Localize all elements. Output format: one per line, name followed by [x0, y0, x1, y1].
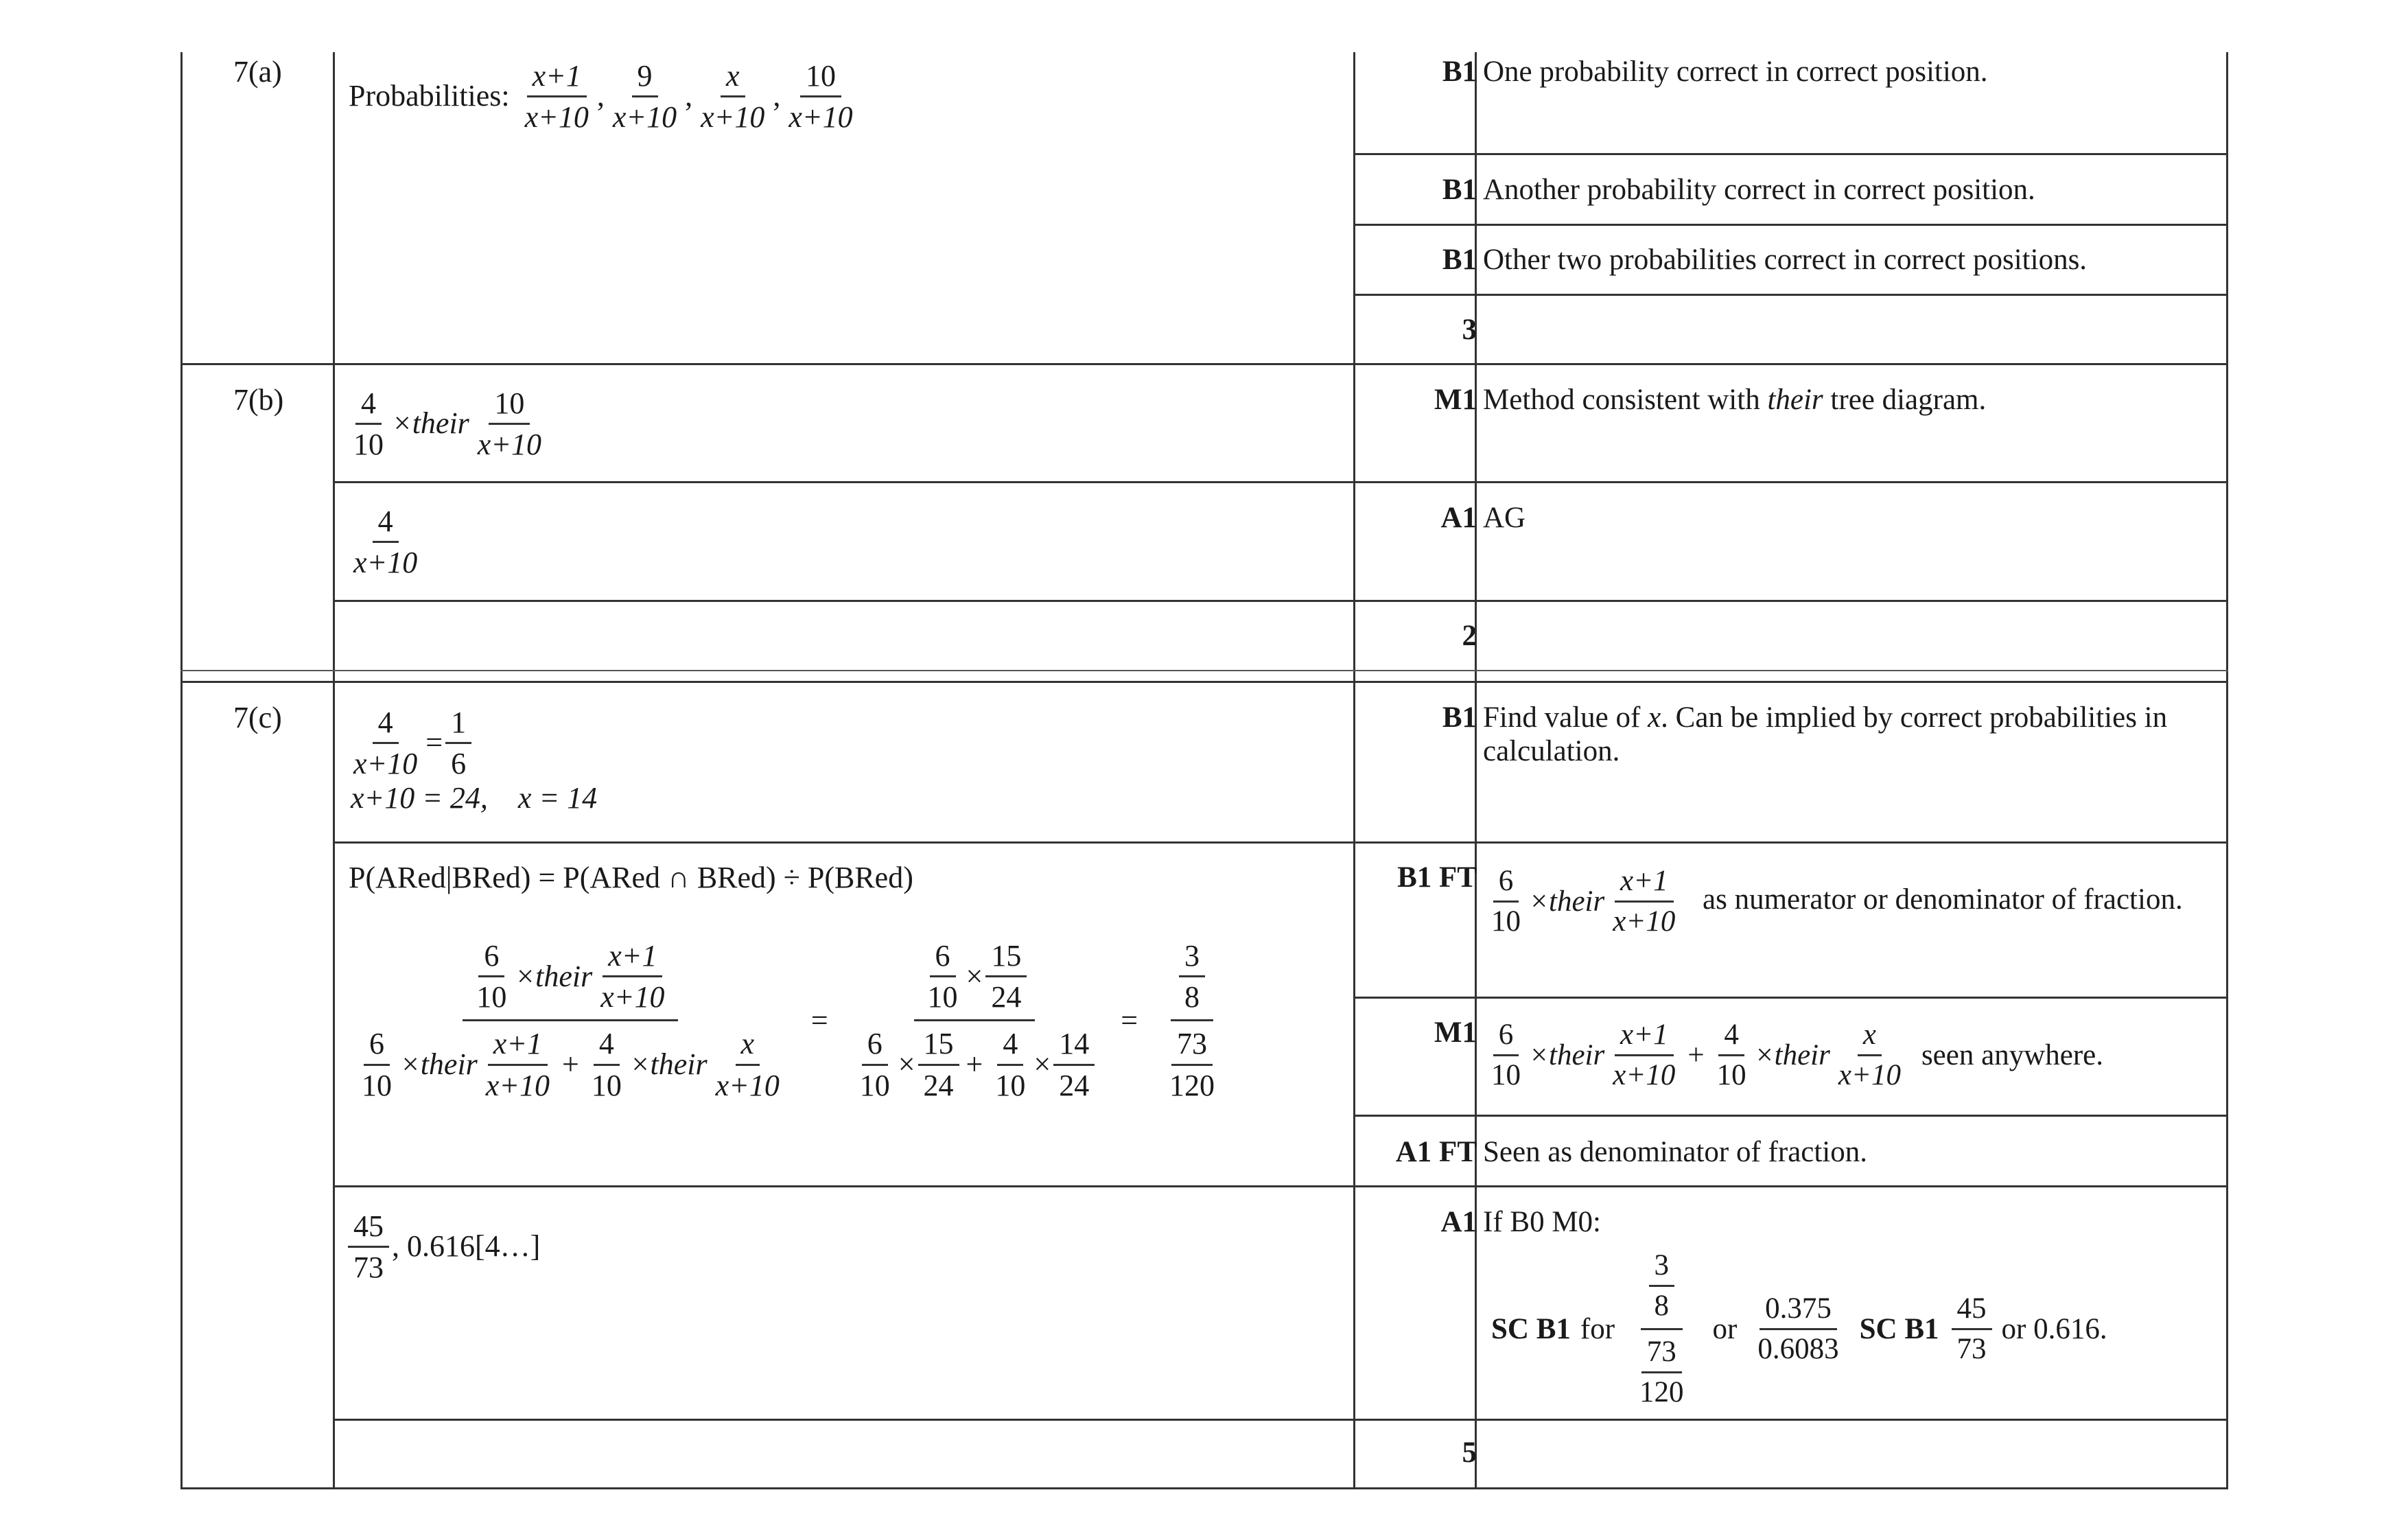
compound-fraction — [1626, 1246, 1698, 1412]
fraction — [586, 1024, 627, 1104]
mark-total: 5 — [1462, 1437, 1477, 1469]
guidance-segment: or 0.616. — [2001, 1312, 2107, 1345]
fraction-denominator: 24 — [923, 1068, 954, 1102]
column-divider — [1353, 52, 1355, 1489]
their-operator: ×their — [515, 960, 593, 994]
fraction-denominator: 10 — [1491, 905, 1521, 938]
fraction — [985, 936, 1027, 1016]
fraction-numerator: 9 — [632, 56, 658, 97]
compound-denominator — [348, 1021, 793, 1104]
row-divider — [1353, 294, 2228, 296]
fraction-numerator: x+1 — [603, 936, 662, 977]
question-number-7c: 7(c) — [233, 701, 282, 734]
fraction-denominator: x+10 — [477, 428, 542, 462]
fraction-denominator: x+10 — [524, 100, 589, 135]
fraction-numerator: 0.375 — [1760, 1290, 1837, 1330]
fraction-numerator: 73 — [1641, 1333, 1682, 1373]
guidance-text: Other two probabilities correct in correct positions. — [1483, 244, 2088, 276]
compound-numerator — [914, 936, 1036, 1021]
fraction-numerator: x+1 — [527, 56, 587, 97]
probabilities-label: Probabilities: — [349, 79, 510, 113]
fraction-numerator: 10 — [489, 384, 530, 425]
table-bottom-border — [180, 1487, 2228, 1489]
special-case-label: SC B1 — [1859, 1312, 1939, 1345]
guidance-emphasis: x — [1648, 701, 1661, 734]
fraction-denominator: x+10 — [600, 980, 665, 1014]
fraction-numerator: 6 — [478, 936, 504, 977]
column-divider — [333, 52, 335, 1489]
working-7b-line2 — [345, 502, 425, 582]
times-sign: × — [966, 960, 983, 994]
fraction-numerator: x — [736, 1024, 760, 1065]
compound-numerator — [463, 936, 678, 1021]
compound-numerator — [1171, 936, 1213, 1021]
fraction-numerator: 6 — [364, 1024, 390, 1065]
fraction — [472, 384, 547, 464]
fraction — [990, 1024, 1031, 1104]
fraction — [1711, 1016, 1752, 1095]
fraction — [607, 56, 682, 137]
compound-fraction — [348, 936, 793, 1105]
fraction-numerator: 4 — [355, 384, 382, 425]
fraction-denominator: x+10 — [612, 100, 677, 135]
fraction — [480, 1024, 555, 1104]
fraction-denominator: x+10 — [353, 747, 418, 781]
fraction-denominator: x+10 — [701, 100, 765, 135]
mark-code: A1 FT — [1395, 1136, 1477, 1168]
fraction-denominator: 8 — [1184, 980, 1200, 1014]
guidance-segment: Method consistent with — [1483, 384, 1768, 416]
fraction-numerator: 6 — [862, 1024, 888, 1065]
plus-sign: + — [1687, 1038, 1705, 1071]
guidance-text: AG — [1483, 502, 1526, 534]
times-sign: × — [898, 1047, 915, 1082]
answer-7a: Probabilities: $\frac{x+1}{x+10}$ , $\frac{9}{x+10}$ , $\frac{x}{x+10}$ , $\frac{10}{x+10}$ — [349, 56, 861, 137]
fraction-denominator: 10 — [476, 980, 507, 1014]
double-rule — [180, 670, 2228, 671]
fraction-denominator: 10 — [859, 1068, 890, 1102]
guidance-text: Another probability correct in correct position. — [1483, 174, 2035, 206]
fraction — [348, 1207, 389, 1287]
fraction-numerator: 73 — [1171, 1024, 1213, 1065]
conditional-probability-statement: P(ARed|BRed) = P(ARed ∩ BRed) ÷ P(BRed) — [349, 861, 913, 894]
row-divider — [333, 1185, 2228, 1187]
fraction-numerator: 4 — [1718, 1016, 1744, 1056]
fraction — [1952, 1290, 1992, 1369]
compound-denominator — [846, 1021, 1103, 1104]
guidance-text — [1483, 383, 2224, 417]
fraction-denominator: 10 — [1716, 1058, 1746, 1091]
fraction-denominator: x+10 — [1613, 1058, 1676, 1091]
fraction-denominator: 24 — [991, 980, 1022, 1014]
guidance-segment: or — [1712, 1312, 1738, 1345]
their-operator: ×their — [392, 406, 469, 441]
fraction-numerator: 3 — [1649, 1246, 1675, 1287]
fraction-numerator: 15 — [985, 936, 1027, 977]
fraction-numerator: x+1 — [1615, 862, 1674, 903]
row-divider — [1353, 153, 2228, 155]
row-divider — [180, 363, 2228, 365]
fraction-denominator: 10 — [927, 980, 958, 1014]
compound-denominator — [1156, 1021, 1228, 1104]
mark-code: M1 — [1434, 1016, 1477, 1049]
equals-sign: = — [1121, 1003, 1138, 1037]
fraction — [783, 56, 858, 137]
fraction-denominator: 10 — [995, 1068, 1026, 1102]
fraction-denominator: x+10 — [485, 1068, 550, 1102]
fraction-numerator: 10 — [800, 56, 841, 97]
fraction — [348, 502, 423, 582]
guidance-text: Seen as denominator of fraction. — [1483, 1136, 1868, 1168]
mark-scheme-table — [180, 52, 2228, 1489]
fraction-denominator: 8 — [1654, 1289, 1670, 1322]
fraction — [445, 703, 471, 783]
row-divider — [1353, 1115, 2228, 1117]
fraction-numerator: 6 — [930, 936, 956, 977]
fraction — [1833, 1016, 1906, 1095]
their-operator: ×their — [1529, 885, 1605, 918]
fraction-denominator: 120 — [1639, 1375, 1684, 1408]
row-divider — [333, 600, 2228, 602]
row-divider — [1353, 997, 2228, 999]
fraction-denominator: 73 — [353, 1251, 384, 1285]
fraction — [519, 56, 594, 137]
fraction — [918, 1024, 959, 1104]
fraction — [1607, 862, 1681, 941]
fraction — [1164, 1024, 1220, 1104]
guidance-text — [1483, 1016, 2224, 1095]
fraction-denominator: 24 — [1059, 1068, 1090, 1102]
mark-code: B1 — [1442, 174, 1477, 206]
fraction — [1053, 1024, 1095, 1104]
special-case-guidance — [1491, 1246, 2232, 1412]
fraction-denominator: x+10 — [715, 1068, 780, 1102]
fraction-numerator: x+1 — [1615, 1016, 1674, 1056]
their-operator: ×their — [1754, 1038, 1830, 1071]
compound-denominator — [1626, 1330, 1698, 1412]
compound-fraction — [846, 936, 1103, 1105]
fraction-denominator: x+10 — [1613, 905, 1676, 938]
fraction — [356, 1024, 397, 1104]
mark-code: M1 — [1434, 384, 1477, 416]
question-number-7a: 7(a) — [233, 55, 282, 89]
fraction — [695, 56, 770, 137]
fraction — [922, 936, 963, 1016]
fraction — [1486, 862, 1526, 941]
fraction-numerator: 14 — [1053, 1024, 1095, 1065]
fraction-denominator: x+10 — [353, 546, 418, 580]
working-7c-equation — [345, 703, 474, 783]
fraction — [1634, 1333, 1690, 1412]
question-number-7b: 7(b) — [233, 383, 284, 417]
fraction — [1649, 1246, 1675, 1325]
fraction-numerator: x+1 — [488, 1024, 548, 1065]
fraction — [854, 1024, 896, 1104]
fraction-denominator: 6 — [451, 747, 467, 781]
guidance-text: One probability correct in correct position. — [1483, 56, 1988, 88]
fraction-numerator: 4 — [373, 703, 399, 744]
working-7c-solution: x+10 = 24, x = 14 — [351, 781, 598, 815]
row-divider — [333, 1419, 2228, 1421]
equals-sign: = — [425, 725, 443, 760]
guidance-segment: . Can be implied by correct probabilities in calculation. — [1483, 701, 2168, 768]
fraction-numerator: 4 — [594, 1024, 620, 1065]
plus-sign: + — [966, 1047, 983, 1082]
fraction-numerator: 45 — [1952, 1290, 1992, 1330]
compound-numerator — [1641, 1246, 1683, 1330]
mark-total: 3 — [1462, 314, 1477, 346]
fraction-denominator: 10 — [1491, 1058, 1521, 1091]
guidance-emphasis: their — [1767, 384, 1823, 416]
special-case-label: SC B1 — [1491, 1312, 1571, 1345]
mark-code: B1 FT — [1397, 861, 1477, 894]
mark-code: A1 — [1440, 502, 1477, 534]
fraction — [595, 936, 670, 1016]
row-divider — [333, 841, 2228, 844]
fraction-numerator: 45 — [348, 1207, 389, 1248]
fraction — [1752, 1290, 1844, 1369]
equals-sign: = — [810, 1003, 828, 1037]
fraction-denominator: x+10 — [1838, 1058, 1901, 1091]
their-operator: ×their — [1529, 1038, 1605, 1071]
fraction-numerator: x — [1858, 1016, 1882, 1056]
times-sign: × — [1033, 1047, 1051, 1082]
fraction-denominator: 0.6083 — [1757, 1332, 1839, 1365]
fraction — [710, 1024, 785, 1104]
mark-total: 2 — [1462, 620, 1477, 652]
guidance-text — [1483, 701, 2224, 769]
guidance-segment: Find value of — [1483, 701, 1648, 734]
fraction — [471, 936, 512, 1016]
final-answer-decimal: , 0.616[4…] — [392, 1229, 541, 1264]
compound-fraction-working — [345, 936, 1231, 1105]
guidance-segment: for — [1580, 1312, 1615, 1345]
fraction-numerator: 3 — [1179, 936, 1205, 977]
row-divider — [1353, 224, 2228, 226]
fraction — [1486, 1016, 1526, 1095]
mark-code: B1 — [1442, 56, 1477, 88]
mark-code: A1 — [1440, 1206, 1477, 1238]
fraction-numerator: x — [721, 56, 745, 97]
guidance-text: If B0 M0: — [1483, 1206, 1601, 1238]
their-operator: ×their — [629, 1047, 708, 1082]
fraction-denominator: x+10 — [788, 100, 853, 135]
guidance-segment: seen anywhere. — [1921, 1038, 2103, 1071]
fraction-denominator: 73 — [1956, 1332, 1987, 1365]
their-operator: ×their — [400, 1047, 478, 1082]
fraction-numerator: 6 — [1493, 1016, 1519, 1056]
mark-code: B1 — [1442, 244, 1477, 276]
fraction-denominator: 10 — [362, 1068, 392, 1102]
plus-sign: + — [562, 1047, 579, 1082]
double-rule — [180, 681, 2228, 683]
fraction-numerator: 6 — [1493, 862, 1519, 903]
fraction-denominator: 10 — [591, 1068, 622, 1102]
final-answer-7c — [345, 1207, 540, 1287]
working-7b-line1 — [345, 384, 550, 464]
table-left-border — [180, 52, 183, 1489]
mark-code: B1 — [1442, 701, 1477, 734]
row-divider — [333, 481, 2228, 483]
guidance-text: as numerator or denominator of fraction. — [1703, 883, 2183, 916]
guidance-segment: tree diagram. — [1823, 384, 1987, 416]
fraction-numerator: 1 — [445, 703, 471, 744]
fraction-numerator: 4 — [997, 1024, 1023, 1065]
compound-fraction — [1156, 936, 1228, 1105]
fraction — [1179, 936, 1205, 1016]
fraction-numerator: 15 — [918, 1024, 959, 1065]
fraction-denominator: 120 — [1169, 1068, 1215, 1102]
fraction — [1607, 1016, 1681, 1095]
fraction — [348, 384, 389, 464]
fraction-denominator: 10 — [353, 428, 384, 462]
fraction — [348, 703, 423, 783]
fraction-numerator: 4 — [373, 502, 399, 543]
